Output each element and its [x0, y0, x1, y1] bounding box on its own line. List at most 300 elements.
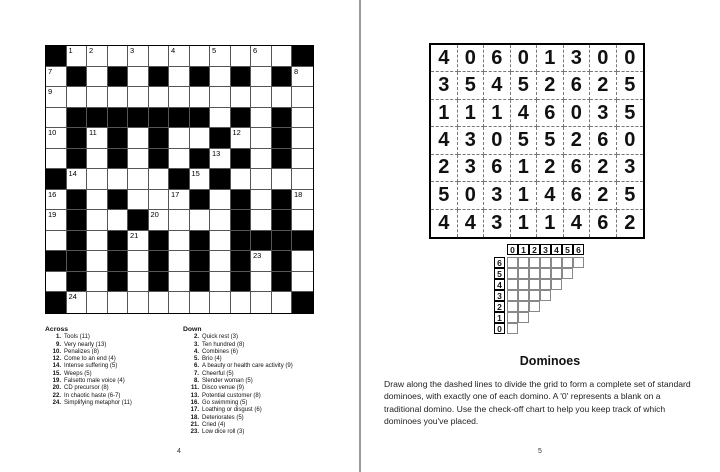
crossword-cell[interactable]	[251, 210, 272, 231]
crossword-cell[interactable]	[272, 87, 293, 108]
crossword-cell[interactable]	[46, 210, 67, 231]
crossword-cell[interactable]	[149, 292, 170, 313]
down-clue	[183, 400, 293, 407]
crossword-block	[292, 46, 313, 67]
domino-checkbox[interactable]	[562, 268, 573, 279]
chart-row-header: 1	[494, 312, 505, 323]
chart-column-header: 5	[562, 244, 573, 255]
domino-number-cell[interactable]: 3	[458, 155, 485, 182]
domino-number-cell[interactable]: 0	[590, 45, 617, 72]
domino-number-cell[interactable]: 2	[537, 72, 564, 99]
crossword-block	[67, 210, 88, 231]
domino-number-cell[interactable]: 2	[624, 211, 636, 234]
crossword-cell[interactable]	[190, 46, 211, 67]
domino-checkbox[interactable]	[518, 257, 529, 268]
crossword-block	[67, 231, 88, 252]
crossword-block	[272, 149, 293, 170]
crossword-block	[67, 149, 88, 170]
domino-number-cell[interactable]: 5	[458, 72, 485, 99]
crossword-block	[67, 272, 88, 293]
crossword-cell[interactable]	[46, 190, 67, 211]
crossword-block	[292, 231, 313, 252]
crossword-cell[interactable]	[251, 169, 272, 190]
domino-checkbox[interactable]	[507, 301, 518, 312]
crossword-cell[interactable]	[128, 272, 149, 293]
crossword-block	[272, 251, 293, 272]
clue-number: 7.	[193, 370, 199, 377]
domino-checkbox[interactable]	[507, 323, 518, 334]
crossword-block	[67, 128, 88, 149]
dominoes-title: Dominoes	[519, 354, 581, 368]
domino-checkbox[interactable]	[573, 257, 584, 268]
crossword-block	[46, 46, 67, 67]
crossword-cell[interactable]	[169, 87, 190, 108]
crossword-cell[interactable]	[231, 128, 252, 149]
crossword-cell[interactable]	[128, 169, 149, 190]
clue-number: 13.	[190, 392, 199, 399]
domino-number-cell[interactable]: 0	[484, 127, 511, 154]
domino-number-cell[interactable]: 1	[511, 210, 538, 237]
clue-number: 15.	[52, 370, 61, 377]
clue-number: 1	[68, 46, 73, 55]
clue-number: 13	[212, 148, 221, 158]
crossword-cell[interactable]	[190, 128, 211, 149]
domino-number-cell[interactable]: 5	[617, 100, 644, 127]
crossword-cell[interactable]	[210, 210, 231, 231]
crossword-cell[interactable]	[87, 231, 108, 252]
domino-checkbox[interactable]	[518, 268, 529, 279]
crossword-block	[128, 108, 149, 129]
crossword-cell[interactable]	[292, 128, 313, 149]
crossword-cell[interactable]	[87, 149, 108, 170]
crossword-cell[interactable]	[169, 67, 190, 88]
crossword-block	[190, 251, 211, 272]
crossword-cell[interactable]	[251, 149, 272, 170]
crossword-cell[interactable]	[128, 292, 149, 313]
crossword-block	[67, 190, 88, 211]
crossword-cell[interactable]	[210, 108, 231, 129]
crossword-cell[interactable]	[67, 169, 88, 190]
crossword-cell[interactable]	[169, 210, 190, 231]
crossword-cell[interactable]	[210, 67, 231, 88]
clue-number: 18	[294, 189, 303, 199]
crossword-cell[interactable]	[87, 272, 108, 293]
domino-number-cell[interactable]: 5	[537, 127, 564, 154]
domino-number-cell[interactable]: 6	[590, 127, 617, 154]
crossword-block	[272, 190, 293, 211]
crossword-block	[272, 67, 293, 88]
crossword-cell[interactable]	[128, 128, 149, 149]
crossword-cell[interactable]	[169, 231, 190, 252]
crossword-block	[169, 108, 190, 129]
domino-number-cell[interactable]: 6	[484, 45, 511, 72]
clue-text: Low dice roll (3)	[202, 429, 245, 436]
clue-text: Falsetto male voice (4)	[64, 378, 125, 385]
crossword-cell[interactable]	[149, 190, 170, 211]
crossword-block	[128, 210, 149, 231]
crossword-cell[interactable]	[292, 67, 313, 88]
domino-checkbox[interactable]	[507, 279, 518, 290]
crossword-cell[interactable]	[128, 67, 149, 88]
crossword-cell[interactable]	[210, 292, 231, 313]
domino-number-cell[interactable]: 2	[590, 72, 617, 99]
clue-text: CD precursor (8)	[64, 385, 109, 392]
across-heading: Across	[45, 326, 69, 333]
domino-number-cell[interactable]: 3	[564, 45, 591, 72]
crossword-cell[interactable]	[87, 128, 108, 149]
crossword-cell[interactable]	[108, 46, 129, 67]
domino-number-cell[interactable]: 3	[484, 182, 511, 209]
domino-number-cell[interactable]: 2	[564, 127, 591, 154]
crossword-cell[interactable]	[272, 292, 293, 313]
clue-number: 11.	[190, 385, 199, 392]
domino-number-cell[interactable]: 3	[617, 155, 644, 182]
domino-number-cell[interactable]: 6	[564, 182, 591, 209]
domino-checkbox[interactable]	[551, 279, 562, 290]
domino-checkbox[interactable]	[507, 268, 518, 279]
crossword-block	[108, 190, 129, 211]
domino-number-cell[interactable]: 1	[458, 100, 485, 127]
domino-checkbox[interactable]	[540, 279, 551, 290]
domino-checkbox[interactable]	[540, 257, 551, 268]
crossword-cell[interactable]	[87, 46, 108, 67]
clue-number: 22	[48, 251, 57, 260]
domino-checkbox[interactable]	[562, 257, 573, 268]
crossword-cell[interactable]	[87, 292, 108, 313]
domino-number-cell[interactable]: 1	[537, 45, 564, 72]
clue-text: Go swimming (5)	[202, 399, 248, 406]
clue-number: 10.	[52, 348, 61, 355]
crossword-cell[interactable]	[87, 169, 108, 190]
domino-number-cell[interactable]: 0	[458, 182, 485, 209]
crossword-cell[interactable]	[67, 46, 88, 67]
clue-text: Brio (4)	[202, 356, 222, 363]
domino-number-cell[interactable]: 5	[431, 182, 458, 209]
crossword-block	[149, 272, 170, 293]
dominoes-instructions: Draw along the dashed lines to divide the grid to form a complete set of standard dominoes, with exactly one of each domino. A '0' represents a blank on a traditional domino. Use the check-off chart to help you keep track of which dominoes you've placed.	[384, 379, 691, 427]
crossword-cell[interactable]	[46, 87, 67, 108]
chart-column-header: 3	[540, 244, 551, 255]
crossword-cell[interactable]	[292, 190, 313, 211]
crossword-block	[169, 169, 190, 190]
clue-number: 6.	[193, 363, 199, 370]
crossword-cell[interactable]	[108, 169, 129, 190]
crossword-cell[interactable]	[128, 46, 149, 67]
crossword-block	[149, 149, 170, 170]
domino-number-cell[interactable]: 3	[458, 127, 485, 154]
chart-row-header: 4	[494, 279, 505, 290]
crossword-cell[interactable]	[67, 87, 88, 108]
clue-text: Penalizes (8)	[64, 348, 100, 355]
clue-number: 21	[130, 230, 139, 240]
crossword-block	[231, 272, 252, 293]
crossword-cell[interactable]	[190, 87, 211, 108]
clue-number: 12	[232, 128, 241, 137]
domino-checkbox[interactable]	[518, 301, 529, 312]
domino-number-cell[interactable]: 2	[590, 155, 617, 182]
clue-number: 10	[48, 128, 57, 137]
down-clue	[183, 371, 293, 378]
domino-number-cell[interactable]: 2	[431, 155, 458, 182]
crossword-cell[interactable]	[190, 292, 211, 313]
domino-number-cell[interactable]: 3	[431, 72, 458, 99]
crossword-cell[interactable]	[210, 251, 231, 272]
crossword-cell[interactable]	[292, 272, 313, 293]
crossword-block	[67, 67, 88, 88]
crossword-cell[interactable]	[108, 87, 129, 108]
clue-number: 23	[253, 251, 262, 260]
domino-number-cell[interactable]: 5	[617, 72, 644, 99]
crossword-block	[272, 128, 293, 149]
clue-text: Cried (4)	[202, 421, 226, 428]
crossword-cell[interactable]	[87, 251, 108, 272]
crossword-cell[interactable]	[251, 67, 272, 88]
clue-text: Combines (6)	[202, 348, 239, 355]
crossword-cell[interactable]	[231, 87, 252, 108]
domino-number-cell[interactable]: 6	[564, 72, 591, 99]
clue-number: 5	[212, 46, 217, 55]
crossword-cell[interactable]	[169, 46, 190, 67]
crossword-cell[interactable]	[292, 87, 313, 108]
domino-number-cell[interactable]: 0	[511, 45, 538, 72]
crossword-cell[interactable]	[231, 46, 252, 67]
down-clue	[183, 342, 293, 349]
across-clue	[45, 371, 132, 378]
crossword-cell[interactable]	[190, 169, 211, 190]
crossword-block	[67, 108, 88, 129]
crossword-cell[interactable]	[251, 128, 272, 149]
crossword-cell[interactable]	[169, 128, 190, 149]
domino-number-cell[interactable]: 2	[590, 182, 617, 209]
clue-number: 4.	[193, 348, 199, 355]
domino-number-cell[interactable]: 1	[431, 100, 458, 127]
crossword-cell[interactable]	[87, 190, 108, 211]
crossword-block	[231, 210, 252, 231]
crossword-cell[interactable]	[169, 272, 190, 293]
clue-text: Disco venue (9)	[202, 385, 245, 392]
clue-number: 9	[48, 87, 53, 96]
crossword-cell[interactable]	[292, 169, 313, 190]
crossword-cell[interactable]	[149, 169, 170, 190]
domino-number-cell[interactable]: 0	[458, 45, 485, 72]
clue-text: Very nearly (13)	[64, 341, 107, 348]
across-clues	[45, 326, 132, 407]
crossword-block	[149, 67, 170, 88]
crossword-cell[interactable]	[251, 46, 272, 67]
crossword-cell[interactable]	[210, 46, 231, 67]
crossword-cell[interactable]	[210, 149, 231, 170]
crossword-block	[251, 231, 272, 252]
crossword-cell[interactable]	[128, 190, 149, 211]
crossword-cell[interactable]	[169, 292, 190, 313]
crossword-cell[interactable]	[190, 210, 211, 231]
crossword-cell[interactable]	[108, 292, 129, 313]
crossword-cell[interactable]	[128, 231, 149, 252]
crossword-cell[interactable]	[292, 210, 313, 231]
crossword-block	[67, 251, 88, 272]
crossword-block	[46, 169, 67, 190]
domino-number-cell[interactable]: 5	[511, 127, 538, 154]
domino-checkbox[interactable]	[518, 279, 529, 290]
domino-number-cell[interactable]: 3	[590, 100, 617, 127]
crossword-cell[interactable]	[87, 67, 108, 88]
down-clue	[183, 378, 293, 385]
crossword-block	[292, 292, 313, 313]
domino-number-cell[interactable]: 3	[484, 210, 511, 237]
clue-text: Deteriorates (5)	[202, 414, 244, 421]
crossword-cell[interactable]	[210, 87, 231, 108]
crossword-cell[interactable]	[46, 128, 67, 149]
crossword-cell[interactable]	[149, 46, 170, 67]
domino-number-cell[interactable]: 1	[484, 100, 511, 127]
down-clue	[183, 356, 293, 363]
crossword-cell[interactable]	[292, 149, 313, 170]
chart-column-header: 2	[529, 244, 540, 255]
domino-checkbox[interactable]	[518, 312, 529, 323]
crossword-cell[interactable]	[169, 190, 190, 211]
clue-number: 3	[130, 46, 135, 55]
domino-number-cell[interactable]: 0	[564, 100, 591, 127]
domino-number-cell[interactable]: 4	[458, 210, 485, 237]
crossword-block	[190, 149, 211, 170]
domino-number-cell[interactable]: 4	[564, 210, 591, 237]
crossword-cell[interactable]	[46, 67, 67, 88]
crossword-block	[46, 251, 67, 272]
crossword-cell[interactable]	[210, 190, 231, 211]
crossword-cell[interactable]	[87, 210, 108, 231]
domino-number-cell[interactable]: 6	[564, 155, 591, 182]
crossword-cell[interactable]	[128, 251, 149, 272]
crossword-cell[interactable]	[149, 210, 170, 231]
domino-number-cell[interactable]: 1	[537, 210, 564, 237]
domino-checkbox[interactable]	[551, 257, 562, 268]
domino-checkbox[interactable]	[529, 301, 540, 312]
crossword-cell[interactable]	[46, 149, 67, 170]
domino-checkbox[interactable]	[518, 290, 529, 301]
domino-checkbox[interactable]	[529, 268, 540, 279]
domino-number-cell[interactable]: 6	[537, 100, 564, 127]
domino-checkbox[interactable]	[529, 279, 540, 290]
domino-number-cell[interactable]: 2	[537, 155, 564, 182]
crossword-block	[231, 67, 252, 88]
crossword-cell[interactable]	[272, 169, 293, 190]
crossword-cell[interactable]	[251, 292, 272, 313]
domino-number-cell[interactable]: 5	[511, 72, 538, 99]
crossword-cell[interactable]	[272, 46, 293, 67]
down-clue	[183, 385, 293, 392]
clue-text: Ten hundred (8)	[202, 341, 245, 348]
domino-number-cell[interactable]: 1	[511, 182, 538, 209]
domino-number-cell[interactable]: 4	[431, 127, 458, 154]
clue-number: 24	[68, 292, 77, 301]
dominoes-grid[interactable]	[429, 43, 645, 239]
clue-number: 9.	[55, 341, 61, 348]
domino-number-cell[interactable]: 6	[484, 155, 511, 182]
crossword-block	[272, 210, 293, 231]
domino-checkbox[interactable]	[529, 257, 540, 268]
page-gutter	[359, 0, 361, 472]
crossword-block	[87, 108, 108, 129]
clue-number: 23.	[190, 429, 199, 436]
crossword-cell[interactable]	[292, 251, 313, 272]
crossword-cell[interactable]	[231, 292, 252, 313]
domino-number-cell[interactable]: 1	[511, 155, 538, 182]
crossword-cell[interactable]	[251, 87, 272, 108]
crossword-cell[interactable]	[46, 272, 67, 293]
domino-number-cell[interactable]: 4	[537, 182, 564, 209]
clue-text: Slender woman (5)	[202, 378, 253, 385]
domino-checkbox[interactable]	[507, 290, 518, 301]
chart-row-header: 3	[494, 290, 505, 301]
crossword-block	[210, 128, 231, 149]
domino-number-cell[interactable]: 4	[511, 100, 538, 127]
domino-number-cell[interactable]: 0	[617, 127, 644, 154]
crossword-cell[interactable]	[87, 87, 108, 108]
crossword-cell[interactable]	[210, 272, 231, 293]
crossword-block	[231, 190, 252, 211]
clue-text: Loathing or disgust (6)	[202, 407, 262, 414]
clue-text: Tools (11)	[64, 334, 90, 341]
domino-checkbox[interactable]	[507, 312, 518, 323]
domino-number-cell[interactable]: 5	[617, 182, 644, 209]
domino-number-cell[interactable]: 6	[590, 210, 617, 237]
crossword-block	[46, 292, 67, 313]
down-clue	[183, 393, 293, 400]
crossword-cell[interactable]	[108, 210, 129, 231]
crossword-cell[interactable]	[46, 108, 67, 129]
crossword-block	[272, 272, 293, 293]
domino-checkbox[interactable]	[529, 290, 540, 301]
crossword-cell[interactable]	[169, 149, 190, 170]
crossword-cell[interactable]	[149, 87, 170, 108]
crossword-block	[231, 108, 252, 129]
clue-text: Potential customer (8)	[202, 392, 261, 399]
crossword-block	[190, 272, 211, 293]
domino-checkbox[interactable]	[551, 268, 562, 279]
crossword-cell[interactable]	[251, 272, 272, 293]
clue-text: A beauty or health care activity (9)	[202, 363, 293, 370]
crossword-cell[interactable]	[251, 251, 272, 272]
crossword-block	[149, 231, 170, 252]
down-clue	[183, 407, 293, 414]
crossword-cell[interactable]	[128, 87, 149, 108]
crossword-cell[interactable]	[46, 231, 67, 252]
domino-checkbox[interactable]	[540, 268, 551, 279]
domino-number-cell[interactable]: 4	[431, 45, 458, 72]
domino-number-cell[interactable]: 0	[617, 45, 644, 72]
crossword-cell[interactable]	[251, 190, 272, 211]
crossword-cell[interactable]	[128, 149, 149, 170]
domino-number-cell[interactable]: 4	[484, 72, 511, 99]
crossword-cell[interactable]	[67, 292, 88, 313]
domino-checkbox[interactable]	[507, 257, 518, 268]
crossword-block	[108, 231, 129, 252]
chart-row-header: 5	[494, 268, 505, 279]
clue-number: 8.	[193, 378, 199, 385]
crossword-cell[interactable]	[169, 251, 190, 272]
domino-checkbox[interactable]	[540, 290, 551, 301]
chart-row-header: 6	[494, 257, 505, 268]
crossword-block	[231, 251, 252, 272]
crossword-cell[interactable]	[231, 169, 252, 190]
clue-number: 15	[191, 169, 200, 178]
clue-number: 18.	[190, 414, 199, 421]
crossword-cell[interactable]	[251, 108, 272, 129]
crossword-cell[interactable]	[292, 108, 313, 129]
domino-number-cell[interactable]: 4	[431, 210, 458, 237]
crossword-cell[interactable]	[210, 231, 231, 252]
clue-number: 2.	[193, 334, 199, 341]
